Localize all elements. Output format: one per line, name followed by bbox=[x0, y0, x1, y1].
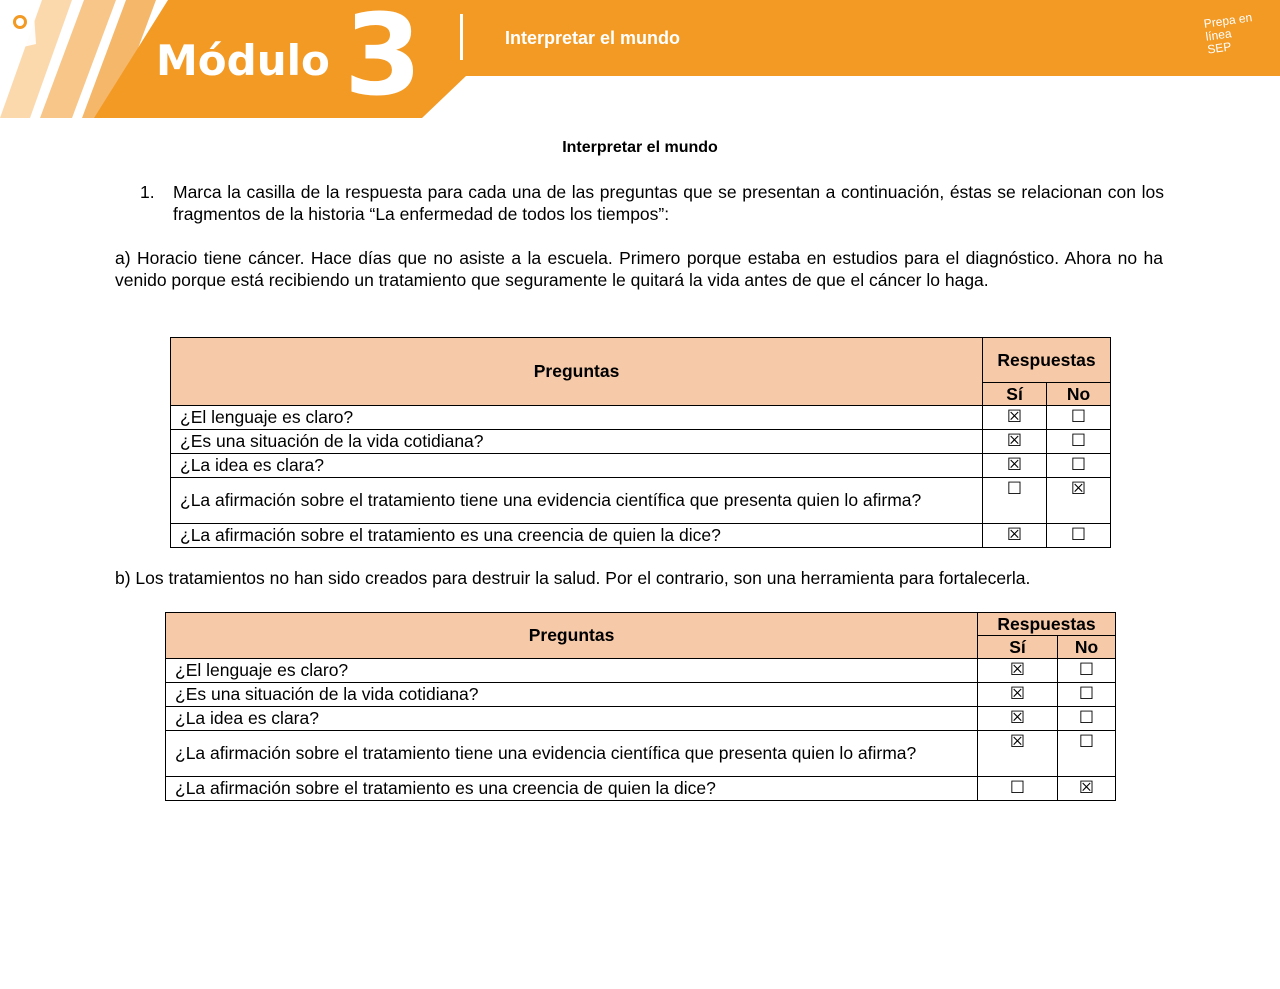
instruction-item bbox=[140, 181, 1164, 225]
header-respuestas: Respuestas bbox=[983, 338, 1111, 383]
checkbox-si[interactable]: ☒ bbox=[983, 454, 1047, 478]
checkbox-no[interactable]: ☐ bbox=[1047, 430, 1111, 454]
table-row bbox=[166, 659, 1116, 683]
checkbox-no[interactable]: ☒ bbox=[1047, 478, 1111, 524]
checkbox-no[interactable]: ☐ bbox=[1058, 707, 1116, 731]
checkbox-si[interactable]: ☒ bbox=[983, 406, 1047, 430]
header-respuestas: Respuestas bbox=[978, 613, 1116, 636]
checkbox-si[interactable]: ☒ bbox=[983, 524, 1047, 548]
checkbox-no[interactable]: ☐ bbox=[1047, 524, 1111, 548]
question-text: ¿La afirmación sobre el tratamiento es una creencia de quien la dice? bbox=[171, 524, 983, 548]
table-row bbox=[171, 430, 1111, 454]
checkbox-no[interactable]: ☐ bbox=[1058, 731, 1116, 777]
header-divider bbox=[460, 14, 463, 60]
page-header bbox=[0, 0, 1280, 122]
question-text: ¿Es una situación de la vida cotidiana? bbox=[166, 683, 978, 707]
table-row bbox=[166, 707, 1116, 731]
question-text: ¿La idea es clara? bbox=[171, 454, 983, 478]
table-row bbox=[171, 454, 1111, 478]
header-si: Sí bbox=[978, 636, 1058, 659]
checkbox-si[interactable]: ☒ bbox=[978, 683, 1058, 707]
header-si: Sí bbox=[983, 383, 1047, 406]
table-row bbox=[171, 406, 1111, 430]
question-text: ¿La afirmación sobre el tratamiento es una creencia de quien la dice? bbox=[166, 777, 978, 801]
question-text: ¿El lenguaje es claro? bbox=[171, 406, 983, 430]
section-a-table bbox=[170, 337, 1111, 548]
table-row bbox=[166, 777, 1116, 801]
table-row bbox=[171, 524, 1111, 548]
logo-line-3: SEP bbox=[1206, 39, 1233, 57]
module-number: 3 bbox=[344, 0, 422, 121]
checkbox-no[interactable]: ☐ bbox=[1047, 454, 1111, 478]
question-text: ¿El lenguaje es claro? bbox=[166, 659, 978, 683]
checkbox-si[interactable]: ☒ bbox=[983, 430, 1047, 454]
header-preguntas: Preguntas bbox=[166, 613, 978, 659]
checkbox-no[interactable]: ☐ bbox=[1058, 659, 1116, 683]
section-b-text: b) Los tratamientos no han sido creados para destruir la salud. Por el contrario, son una herramienta para fortalecerla. bbox=[115, 568, 1031, 588]
checkbox-si[interactable]: ☒ bbox=[978, 707, 1058, 731]
checkbox-si[interactable]: ☒ bbox=[978, 731, 1058, 777]
table-row bbox=[166, 731, 1116, 777]
document-title: Interpretar el mundo bbox=[562, 139, 718, 156]
question-text: ¿La afirmación sobre el tratamiento tiene una evidencia científica que presenta quien lo afirma? bbox=[171, 478, 983, 524]
checkbox-no[interactable]: ☒ bbox=[1058, 777, 1116, 801]
checkbox-no[interactable]: ☐ bbox=[1058, 683, 1116, 707]
header-no: No bbox=[1058, 636, 1116, 659]
instruction-number: 1. bbox=[140, 182, 155, 202]
header-preguntas: Preguntas bbox=[171, 338, 983, 406]
checkbox-si[interactable]: ☐ bbox=[978, 777, 1058, 801]
table-row bbox=[171, 478, 1111, 524]
instruction-text: Marca la casilla de la respuesta para cada una de las preguntas que se presentan a continuación, éstas se relacionan con los fragmentos de la historia “La enfermedad de todos los tiempos”: bbox=[173, 182, 1164, 224]
section-b-table bbox=[165, 612, 1116, 801]
checkbox-no[interactable]: ☐ bbox=[1047, 406, 1111, 430]
question-text: ¿La idea es clara? bbox=[166, 707, 978, 731]
header-no: No bbox=[1047, 383, 1111, 406]
header-subject: Interpretar el mundo bbox=[505, 28, 681, 48]
checkbox-si[interactable]: ☒ bbox=[978, 659, 1058, 683]
logo-text bbox=[1203, 11, 1257, 56]
module-label: Módulo bbox=[156, 36, 330, 85]
section-a-text: a) Horacio tiene cáncer. Hace días que no asiste a la escuela. Primero porque estaba en estudios para el diagnóstico. Ahora no ha venido porque está recibiendo un tratamiento que seguramente le quitará la vida antes de que el cáncer lo haga. bbox=[115, 248, 1163, 290]
table-row bbox=[166, 683, 1116, 707]
prepa-en-linea-logo-icon bbox=[0, 0, 72, 52]
question-text: ¿Es una situación de la vida cotidiana? bbox=[171, 430, 983, 454]
logo-line-1: Prepa en bbox=[1202, 10, 1254, 31]
logo-line-2: línea bbox=[1204, 26, 1233, 44]
checkbox-si[interactable]: ☐ bbox=[983, 478, 1047, 524]
question-text: ¿La afirmación sobre el tratamiento tiene una evidencia científica que presenta quien lo afirma? bbox=[166, 731, 978, 777]
